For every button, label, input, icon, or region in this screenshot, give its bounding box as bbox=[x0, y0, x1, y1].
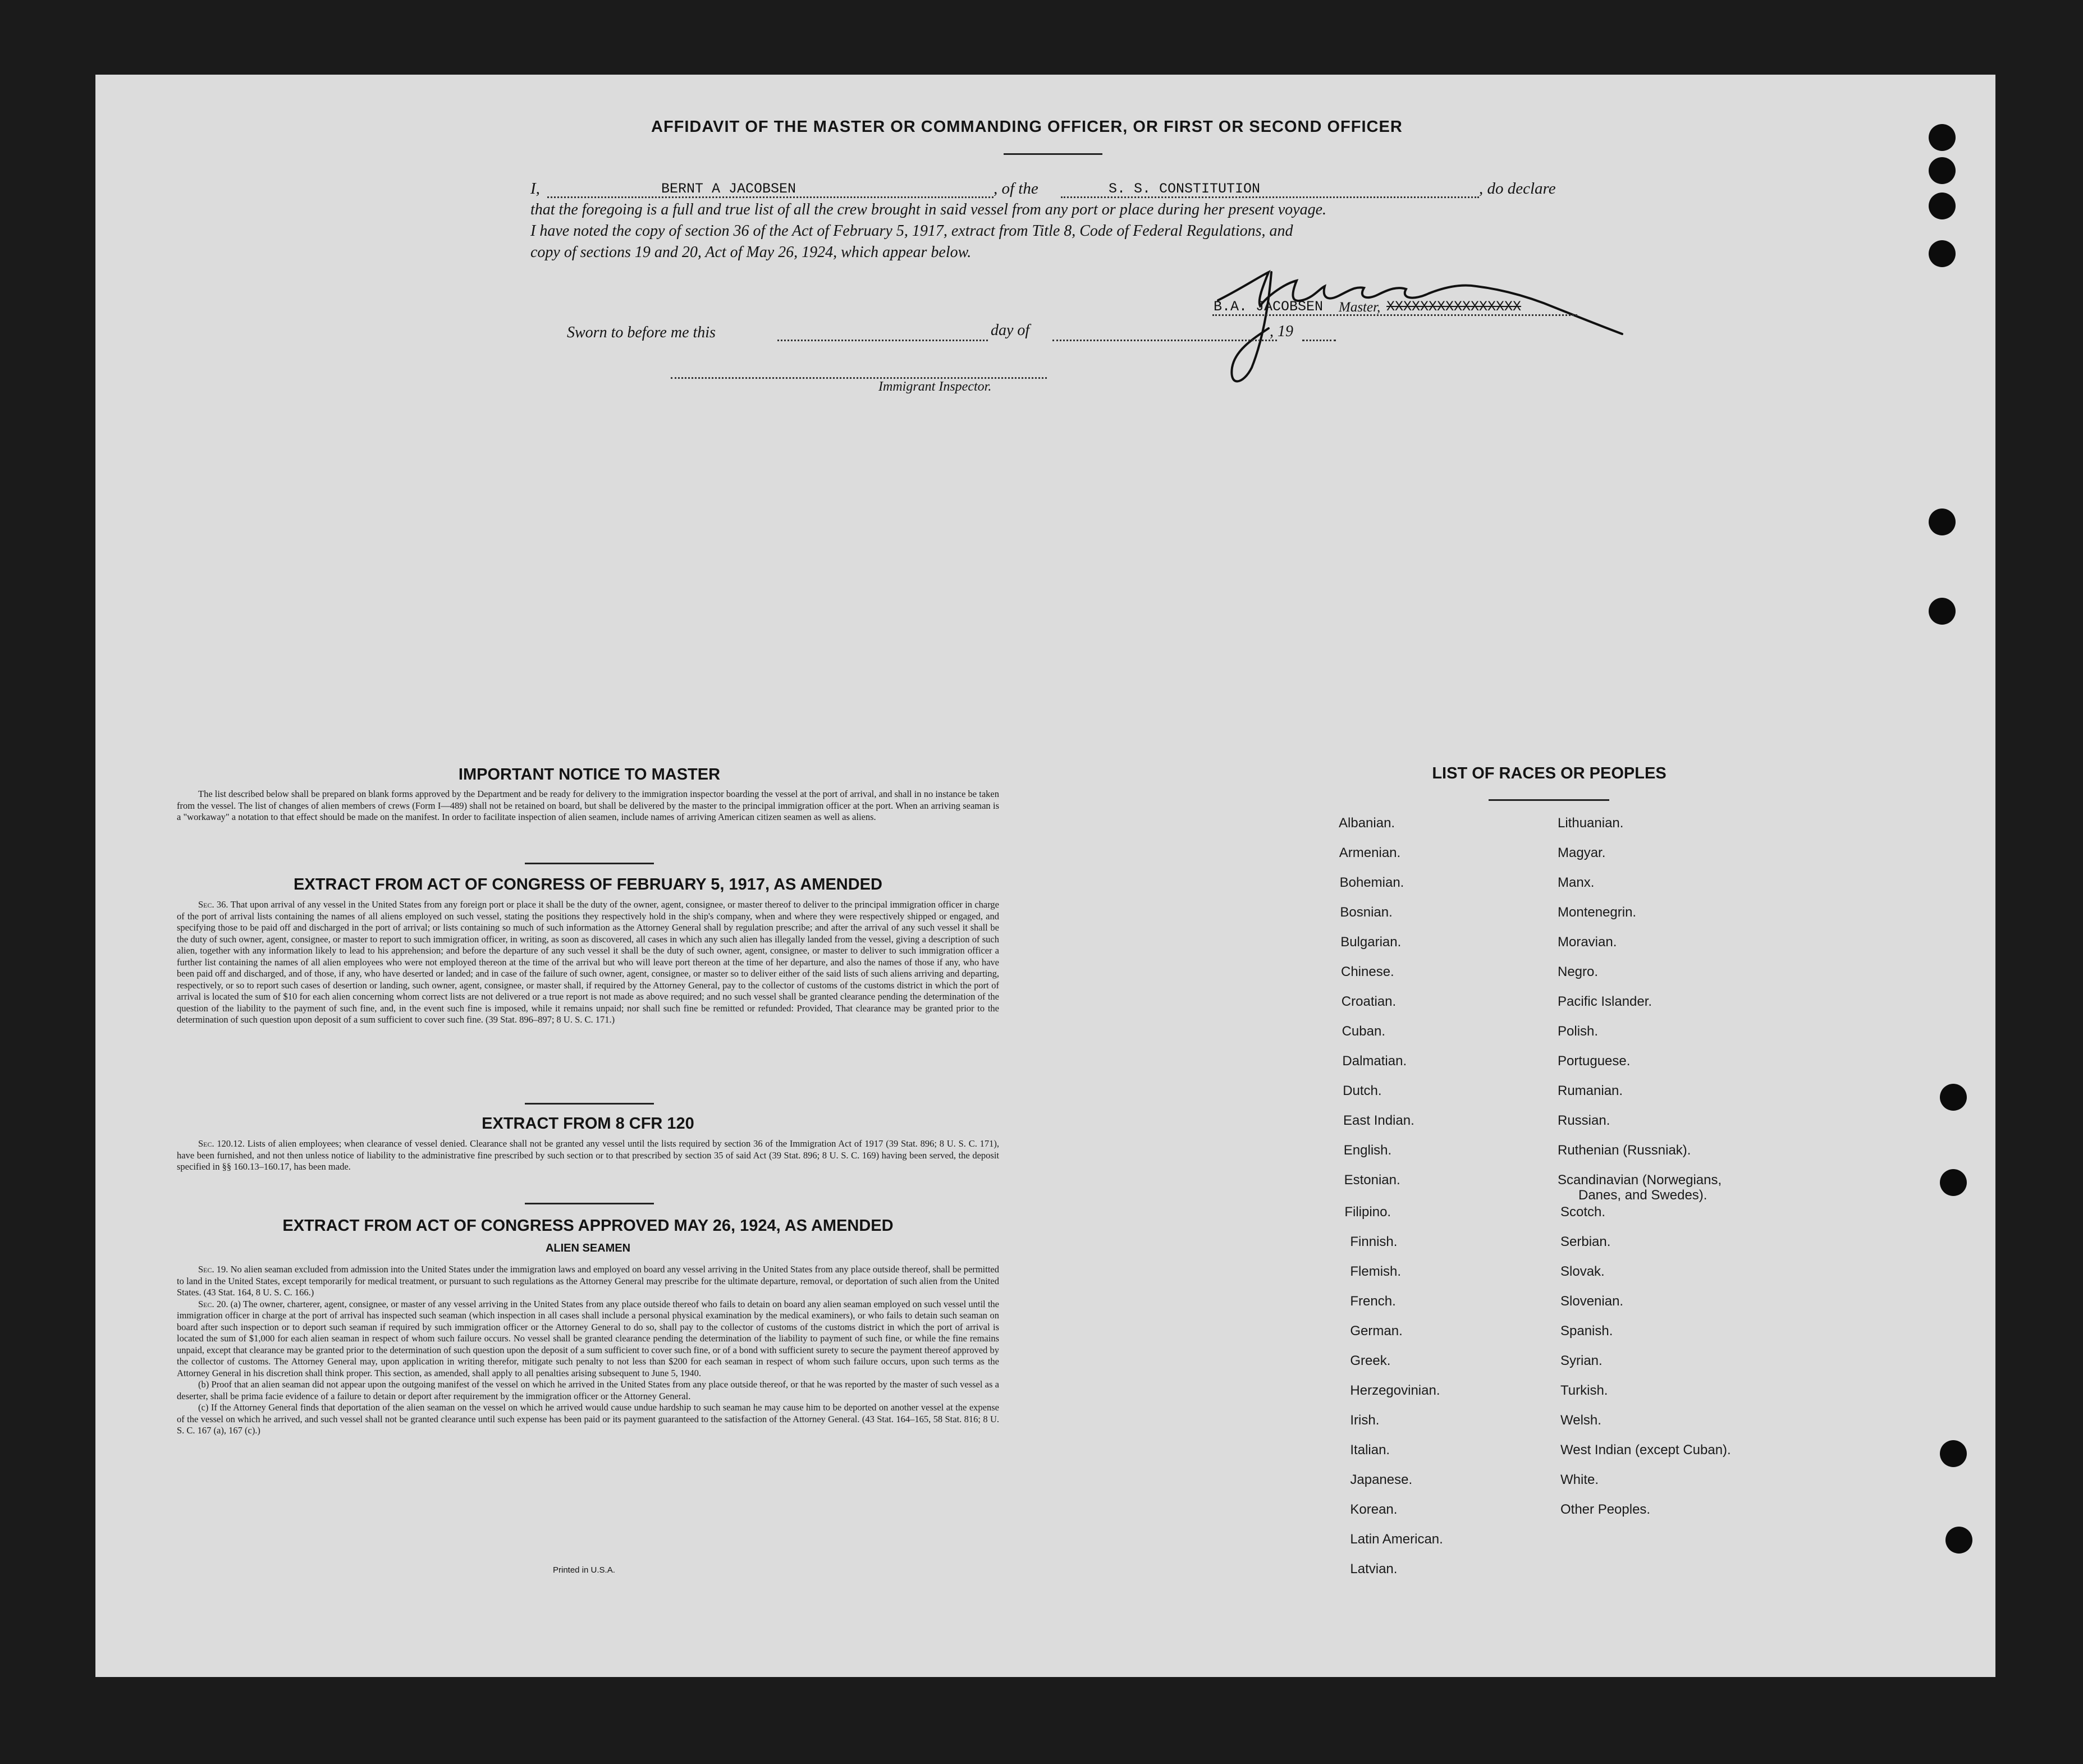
punch-hole bbox=[1940, 1440, 1967, 1467]
fill-line bbox=[1212, 314, 1577, 316]
race-item: English. bbox=[1343, 1143, 1392, 1158]
race-item: Latvian. bbox=[1350, 1561, 1398, 1577]
race-item: Armenian. bbox=[1339, 845, 1401, 860]
section-label: Sec. 120.12. bbox=[198, 1138, 245, 1149]
punch-hole bbox=[1945, 1527, 1972, 1554]
section-text: That upon arrival of any vessel in the United States from any foreign port or place it shall be the duty of the owner, agent, consignee, or master thereof to deliver to the principal immigration officer in charge of the port of arrival lists containing the names of all aliens employed on such vessel, stating the positions they respectively hold in the ship's company, when and where they were respectively shipped or engaged, and specifying those to be paid off and discharged in the port of arrival; or lists containing so much of such information as the Attorney General shall by regulation prescribe; and after the arrival of any such vessel it shall be the duty of such owner, agent, consignee, or master to report to such immigration officer, in writing, as soon as discovered, all cases in which any such alien has illegally landed from the vessel, giving a description of such alien, together with any information likely to lead to his apprehension; and before the departure of any such vessel it shall be the duty of such owner, agent, consignee, or master to deliver to such immigration officer a further list containing the names of all alien employees who were not employed thereon at the time of the arrival but who will leave port thereon at the time of her departure, and also the names of those if any, who have been paid off and discharged, and of those, if any, who have deserted or landed; and in case of the failure of such owner, agent, consignee, or master so to deliver either of the said lists of such aliens arriving and departing, respectively, or so to report such cases of desertion or landing, such owner, agent, consignee, or master shall, if required by the Attorney General, pay to the collector of customs of the customs district in which the port of arrival is located the sum of $10 for each alien concerning whom correct lists are not delivered or a true report is not made as above required; and no such vessel shall be granted clearance pending the determination of the question of the liability to the payment of such fine, and, in the event such fine is imposed, while it remains unpaid; nor shall such fine be remitted or refunded: Provided, That clearance may be granted prior to the determination of such question upon deposit of a sum sufficient to cover such fine. (39 Stat. 896–897; 8 U. S. C. 171.) bbox=[177, 899, 1000, 1025]
extract1917-body bbox=[177, 899, 999, 1026]
race-item: Moravian. bbox=[1558, 934, 1617, 950]
race-item: Korean. bbox=[1350, 1502, 1398, 1517]
printed-label: Printed in U.S.A. bbox=[553, 1565, 615, 1575]
divider bbox=[1489, 799, 1609, 801]
punch-hole bbox=[1929, 508, 1956, 535]
race-item: Flemish. bbox=[1350, 1264, 1402, 1279]
race-item: White. bbox=[1560, 1472, 1599, 1487]
extract-cfr-title: EXTRACT FROM 8 CFR 120 bbox=[482, 1115, 694, 1133]
punch-hole bbox=[1940, 1169, 1967, 1196]
section-text: Lists of alien employees; when clearance of vessel denied. Clearance shall not be granted any vessel until the lists required by section 36 of the Immigration Act of 1917 (39 Stat. 896; 8 U. S. C. 171), have been furnished, and not then unless notice of liability to the administrative fine prescribed by such section or to that prescribed by section 35 of said Act (39 Stat. 896; 8 U. S. C. 169) having been served, the deposit specified in §§ 160.13–160.17, has been made. bbox=[177, 1138, 1000, 1172]
master-name: BERNT A JACOBSEN bbox=[661, 181, 796, 197]
race-item: Scandinavian (Norwegians, bbox=[1558, 1172, 1722, 1188]
race-item: Turkish. bbox=[1560, 1383, 1608, 1398]
extract1917-title: EXTRACT FROM ACT OF CONGRESS OF FEBRUARY 5, 1917, AS AMENDED bbox=[294, 876, 882, 894]
extract1924-subtitle: ALIEN SEAMEN bbox=[545, 1242, 631, 1254]
year-label: , 19 bbox=[1270, 323, 1293, 340]
race-item: Dalmatian. bbox=[1342, 1053, 1407, 1069]
section-text: No alien seaman excluded from admission into the United States under the immigration laws and employed on board any vessel arriving in the United States from any place outside thereof, shall be permitted to land in the United States, except temporarily for medical treatment, or pursuant to such regulations as the Attorney General may prescribe for the ultimate departure, removal, or deportation of such alien from the United States. (43 Stat. 164, 8 U. S. C. 166.) bbox=[177, 1264, 999, 1298]
punch-hole bbox=[1929, 240, 1956, 267]
notice-text: The list described below shall be prepared on blank forms approved by the Department and be ready for delivery to the immigration inspector boarding the vessel at the port of arrival, and shall in no instance be taken from the vessel. The list of changes of alien members of crews (Form I—489) shall not be retained on board, but shall be delivered by the master to the principal immigration officer at the port. When an arriving seaman is a "workaway" a notation to that effect should be made on the manifest. In order to facilitate inspection of alien seamen, include names of arriving American citizen seamen as well as aliens. bbox=[177, 789, 999, 822]
race-item: Pacific Islander. bbox=[1558, 994, 1652, 1009]
race-item: Rumanian. bbox=[1558, 1083, 1623, 1098]
extract-cfr-body bbox=[177, 1138, 999, 1173]
race-item: Other Peoples. bbox=[1560, 1502, 1651, 1517]
fill-line bbox=[1052, 340, 1277, 341]
races-title: LIST OF RACES OR PEOPLES bbox=[1432, 764, 1667, 782]
race-item: Herzegovinian. bbox=[1350, 1383, 1440, 1398]
race-item: Portuguese. bbox=[1558, 1053, 1631, 1069]
race-item: Japanese. bbox=[1350, 1472, 1413, 1487]
declaration-line1: that the foregoing is a full and true list of all the crew brought in said vessel from any port or place during her present voyage. bbox=[530, 201, 1327, 218]
declaration-line2: I have noted the copy of section 36 of the Act of February 5, 1917, extract from Title 8, Code of Federal Regulations, and bbox=[530, 222, 1293, 240]
race-item: Syrian. bbox=[1560, 1353, 1603, 1368]
race-item: Bosnian. bbox=[1340, 905, 1393, 920]
race-item: Finnish. bbox=[1350, 1234, 1398, 1249]
race-item: Cuban. bbox=[1342, 1024, 1385, 1039]
race-item: Welsh. bbox=[1560, 1413, 1601, 1428]
race-item: Greek. bbox=[1350, 1353, 1391, 1368]
race-item: Negro. bbox=[1558, 964, 1599, 979]
signature-typed: B.A. JACOBSEN bbox=[1214, 299, 1324, 315]
race-item: Italian. bbox=[1350, 1442, 1390, 1458]
of-the-label: , of the bbox=[994, 180, 1038, 198]
race-item: Bohemian. bbox=[1339, 875, 1404, 890]
race-item: Latin American. bbox=[1350, 1532, 1443, 1547]
punch-hole bbox=[1929, 157, 1956, 184]
signature-title: Master, bbox=[1339, 300, 1381, 315]
punch-hole bbox=[1929, 124, 1956, 151]
declaration-line3: copy of sections 19 and 20, Act of May 26, 1924, which appear below. bbox=[530, 244, 972, 261]
race-item: Magyar. bbox=[1558, 845, 1606, 860]
vessel-name: S. S. CONSTITUTION bbox=[1109, 181, 1261, 197]
race-item: Estonian. bbox=[1344, 1172, 1400, 1188]
race-item: Filipino. bbox=[1344, 1204, 1391, 1220]
notice-title: IMPORTANT NOTICE TO MASTER bbox=[458, 766, 721, 784]
section-text: (a) The owner, charterer, agent, consignee, or master of any vessel arriving in the United States from any place outside thereof who fails to detain on board any alien seaman employed on such vessel until the immigration officer in charge at the port of arrival has inspected such seaman (which inspection in all cases shall include a personal physical examination by the medical examiners), or who fails to detain such seaman on board after such inspection or to deport such seaman if required by such immigration officer or the Attorney General to do so, shall pay to the collector of customs of the customs district in which the port of arrival is located the sum of $1,000 for each alien seaman in respect of whom such failure occurs. No vessel shall be granted clearance pending the determination of the liability to payment of such fine, or while the fine remains unpaid, except that clearance may be granted prior to the determination of such question upon the deposit of a sum sufficient to cover such fine, or of a bond with sufficient surety to secure the payment thereof approved by the collector of customs. The Attorney General may, upon application in writing therefor, mitigate such penalty to not less than $200 for each seaman in respect of whom such failure occurs, upon such terms as the Attorney General in his discretion shall think proper. This section, as amended, shall apply to all penalties arising subsequent to June 5, 1940. bbox=[177, 1298, 999, 1378]
race-item: Irish. bbox=[1350, 1413, 1380, 1428]
race-item: Scotch. bbox=[1560, 1204, 1606, 1220]
race-item: Russian. bbox=[1558, 1113, 1610, 1128]
race-item: Polish. bbox=[1558, 1024, 1599, 1039]
day-of-label: day of bbox=[991, 322, 1030, 339]
section-text: (c) If the Attorney General finds that deportation of the alien seaman on the vessel on which he arrived would cause undue hardship to such seaman he may cause him to be deported on another vessel at the expense of the vessel on which he arrived, and such vessel shall not be granted clearance until such expense has been paid or its payment guaranteed to the satisfaction of the Attorney General. (43 Stat. 164–165, 58 Stat. 816; 8 U. S. C. 167 (a), 167 (c).) bbox=[177, 1402, 999, 1436]
race-item: Manx. bbox=[1558, 875, 1595, 890]
sworn-label: Sworn to before me this bbox=[567, 324, 716, 341]
notice-body bbox=[177, 789, 999, 823]
race-item: West Indian (except Cuban). bbox=[1560, 1442, 1731, 1458]
section-label: Sec. 19. bbox=[198, 1264, 228, 1275]
race-item: Ruthenian (Russniak). bbox=[1558, 1143, 1691, 1158]
extract1924-title: EXTRACT FROM ACT OF CONGRESS APPROVED MAY 26, 1924, AS AMENDED bbox=[282, 1217, 894, 1235]
race-item: Montenegrin. bbox=[1558, 905, 1637, 920]
punch-hole bbox=[1929, 193, 1956, 219]
race-item: Spanish. bbox=[1560, 1323, 1613, 1339]
race-item: Lithuanian. bbox=[1558, 815, 1624, 831]
section-label: Sec. 20. bbox=[198, 1298, 228, 1309]
extract1924-body bbox=[177, 1264, 999, 1437]
affidavit-title: AFFIDAVIT OF THE MASTER OR COMMANDING OFFICER, OR FIRST OR SECOND OFFICER bbox=[651, 118, 1403, 136]
race-item: Slovak. bbox=[1560, 1264, 1605, 1279]
race-item: Slovenian. bbox=[1560, 1294, 1624, 1309]
divider bbox=[1004, 153, 1102, 155]
divider bbox=[525, 1103, 654, 1105]
divider bbox=[525, 863, 654, 864]
race-item: East Indian. bbox=[1343, 1113, 1414, 1128]
race-item: Bulgarian. bbox=[1340, 934, 1402, 950]
fill-line bbox=[671, 377, 1047, 379]
do-declare-label: , do declare bbox=[1479, 180, 1556, 198]
fill-line bbox=[777, 340, 988, 341]
race-item: German. bbox=[1350, 1323, 1403, 1339]
punch-hole bbox=[1940, 1084, 1967, 1111]
i-label: I, bbox=[530, 180, 540, 198]
race-item: Dutch. bbox=[1343, 1083, 1382, 1098]
race-item: Croatian. bbox=[1341, 994, 1397, 1009]
inspector-label: Immigrant Inspector. bbox=[878, 379, 992, 394]
struck-title: XXXXXXXXXXXXXXXX bbox=[1386, 299, 1522, 315]
section-text: (b) Proof that an alien seaman did not appear upon the outgoing manifest of the vessel on which he arrived in the United States from any place outside thereof, or that he was reported by the master of such vessel as a deserter, shall be prima facie evidence of a failure to detain or deport after requirement by the immigration officer or the Attorney General. bbox=[177, 1379, 999, 1401]
fill-line bbox=[1302, 340, 1336, 341]
race-item: Serbian. bbox=[1560, 1234, 1611, 1249]
race-item: Albanian. bbox=[1339, 815, 1395, 831]
race-item: Chinese. bbox=[1341, 964, 1394, 979]
race-item: Danes, and Swedes). bbox=[1578, 1188, 1707, 1203]
race-item: French. bbox=[1350, 1294, 1396, 1309]
punch-hole bbox=[1929, 598, 1956, 625]
divider bbox=[525, 1203, 654, 1204]
section-label: Sec. 36. bbox=[198, 899, 228, 910]
